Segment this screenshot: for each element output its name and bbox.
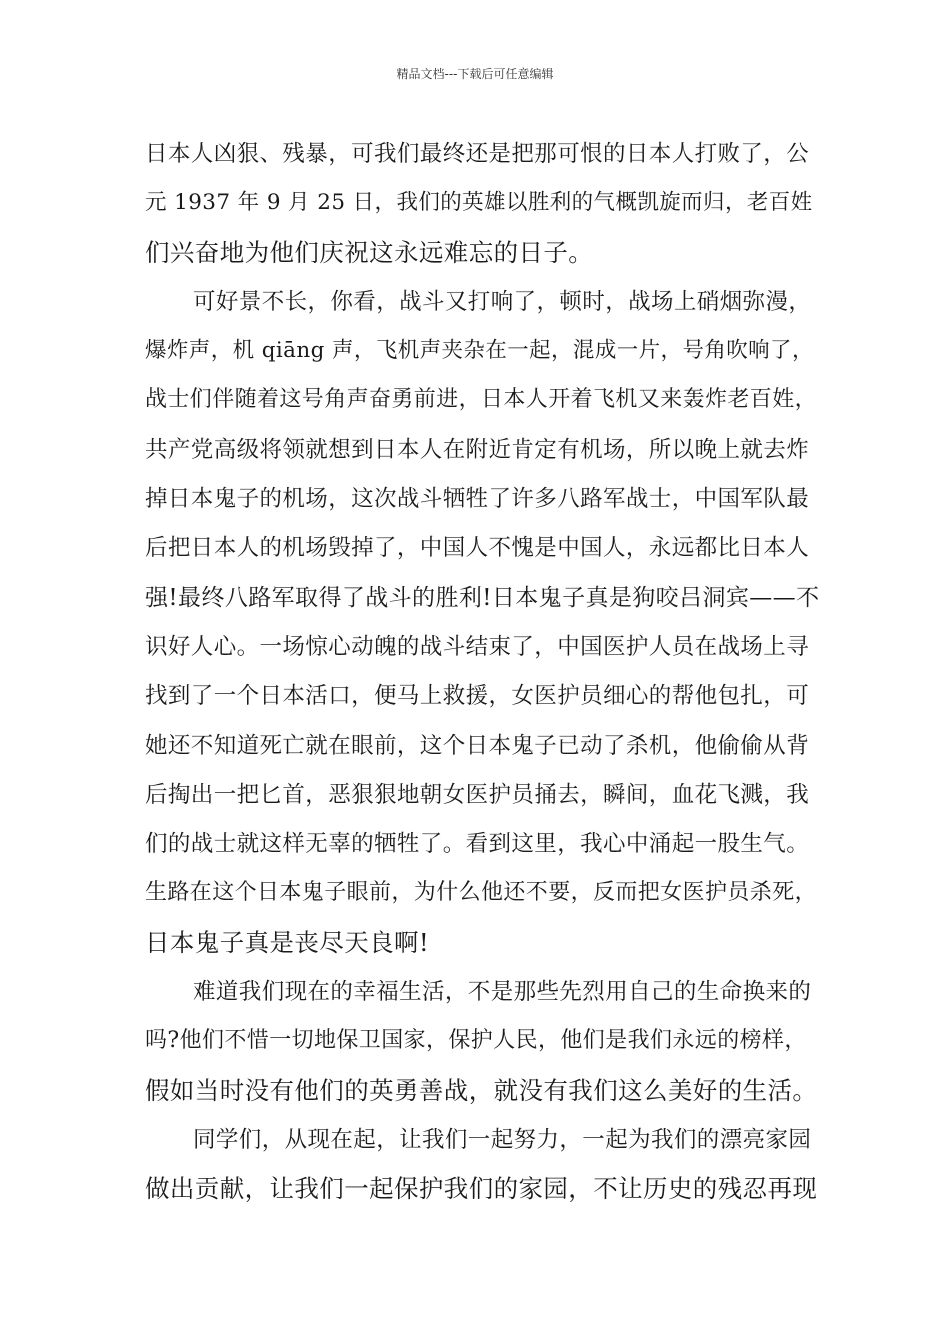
text-line: 生路在这个日本鬼子眼前，为什么他还不要，反而把女医护员杀死， <box>145 880 818 906</box>
paragraph-start-line: 同学们，从现在起，让我们一起努力，一起为我们的漂亮家园 <box>193 1126 812 1153</box>
paragraph-start-line: 难道我们现在的幸福生活，不是那些先烈用自己的生命换来的 <box>193 979 812 1006</box>
text-line: 掉日本鬼子的机场，这次战斗牺牲了许多八路军战士，中国军队最 <box>145 486 810 513</box>
text-line: 日本鬼子真是丧尽天良啊! <box>145 927 430 957</box>
text-line: 后掏出一把匕首，恶狠狠地朝女医护员捅去，瞬间，血花飞溅，我 <box>145 781 810 808</box>
text-line: 共产党高级将领就想到日本人在附近肯定有机场，所以晚上就去炸 <box>145 436 810 463</box>
document-body <box>145 134 821 1219</box>
text-line: 假如当时没有他们的英勇善战，就没有我们这么美好的生活。 <box>145 1075 818 1105</box>
text-line: 做出贡献，让我们一起保护我们的家园，不让历史的残忍再现 <box>145 1174 818 1204</box>
text-line: 识好人心。一场惊心动魄的战斗结束了，中国医护人员在战场上寻 <box>145 633 810 660</box>
paragraph-start-line: 可好景不长，你看，战斗又打响了，顿时，战场上硝烟弥漫， <box>193 288 812 315</box>
text-line: 战士们伴随着这号角声奋勇前进，日本人开着飞机又来轰炸老百姓， <box>145 387 818 413</box>
text-line: 强!最终八路军取得了战斗的胜利!日本鬼子真是狗咬吕洞宾——不 <box>145 584 820 611</box>
text-line: 们的战士就这样无辜的牺牲了。看到这里，我心中涌起一股生气。 <box>145 831 810 858</box>
text-line: 日本人凶狠、残暴，可我们最终还是把那可恨的日本人打败了，公 <box>145 141 810 167</box>
text-line: 爆炸声，机 qiāng 声，飞机声夹杂在一起，混成一片，号角吹响了， <box>145 338 814 364</box>
text-line: 吗?他们不惜一切地保卫国家，保护人民，他们是我们永远的榜样， <box>145 1028 807 1054</box>
text-line: 找到了一个日本活口，便马上救援，女医护员细心的帮他包扎，可 <box>145 683 810 710</box>
text-line: 们兴奋地为他们庆祝这永远难忘的日子。 <box>145 237 594 267</box>
text-line: 元 1937 年 9 月 25 日，我们的英雄以胜利的气概凯旋而归，老百姓 <box>145 190 813 216</box>
page-header: 精品文档---下载后可任意编辑 <box>396 67 554 81</box>
text-line: 她还不知道死亡就在眼前，这个日本鬼子已动了杀机，他偷偷从背 <box>145 732 810 759</box>
text-line: 后把日本人的机场毁掉了，中国人不愧是中国人，永远都比日本人 <box>145 535 810 562</box>
